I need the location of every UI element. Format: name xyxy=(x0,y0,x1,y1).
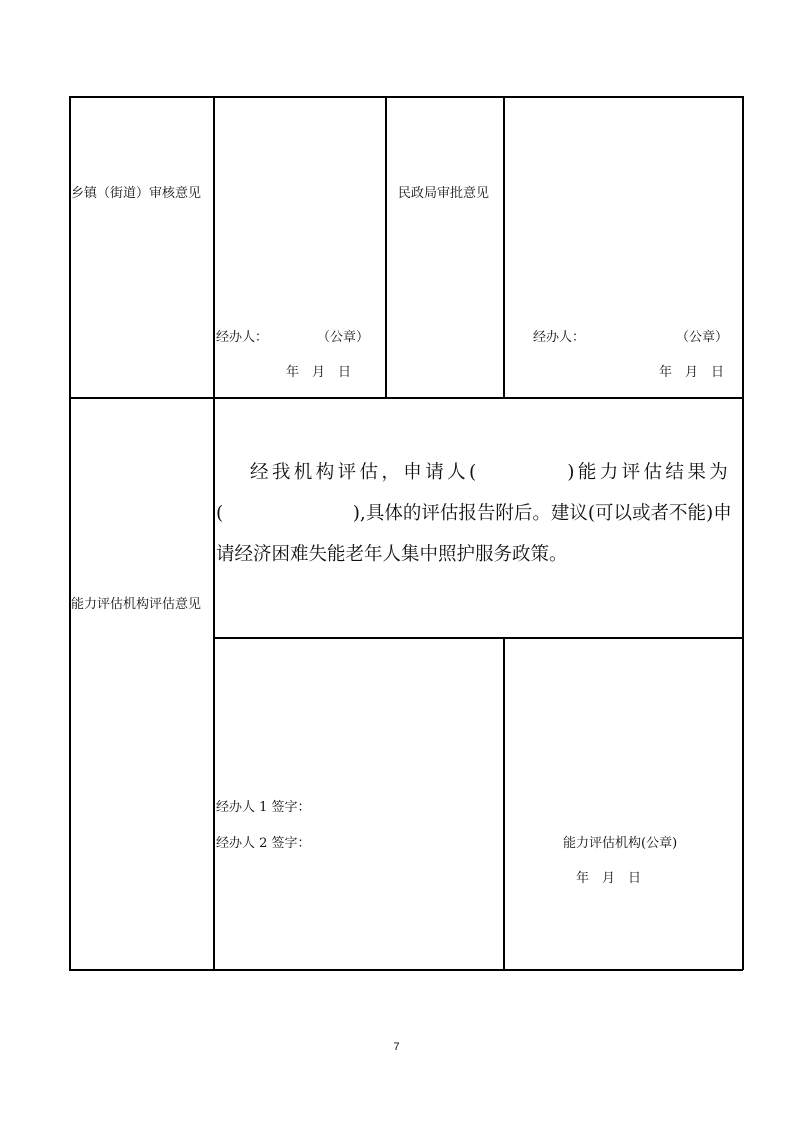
handler-2-signature-label: 经办人 2 签字： xyxy=(216,836,311,851)
township-review-label: 乡镇（街道）审核意见 xyxy=(71,186,202,201)
statement-line-1: 经我机构评估，申请人( )能力评估结果为 xyxy=(250,462,732,483)
civil-seal-label: （公章） xyxy=(676,330,729,345)
table-border-row1 xyxy=(69,397,743,399)
table-border-top xyxy=(69,96,743,98)
table-border-civil-label-right xyxy=(503,96,505,398)
civil-affairs-approval-label: 民政局审批意见 xyxy=(398,186,490,201)
township-date-label: 年 月 日 xyxy=(286,365,352,380)
table-border-signature-divider xyxy=(503,637,505,970)
assessment-opinion-label: 能力评估机构评估意见 xyxy=(71,597,202,612)
township-seal-label: （公章） xyxy=(317,330,370,345)
civil-date-label: 年 月 日 xyxy=(659,365,725,380)
agency-date-label: 年 月 日 xyxy=(576,871,642,886)
civil-handler-label: 经办人： xyxy=(533,330,586,345)
statement-line-3: 请经济困难失能老年人集中照护服务政策。 xyxy=(216,544,568,565)
page-number: 7 xyxy=(393,1041,400,1053)
township-handler-label: 经办人： xyxy=(216,330,269,345)
statement-line-2: ( ),具体的评估报告附后。建议(可以或者不能)申 xyxy=(216,503,732,524)
table-border-statement-bottom xyxy=(213,637,743,639)
agency-seal-label: 能力评估机构(公章) xyxy=(563,836,678,851)
table-border-bottom xyxy=(69,969,743,971)
table-border-label-col xyxy=(213,96,215,970)
table-border-right xyxy=(742,96,744,970)
table-border-township-right xyxy=(385,96,387,398)
handler-1-signature-label: 经办人 1 签字： xyxy=(216,800,311,815)
table-border-left xyxy=(69,96,71,970)
